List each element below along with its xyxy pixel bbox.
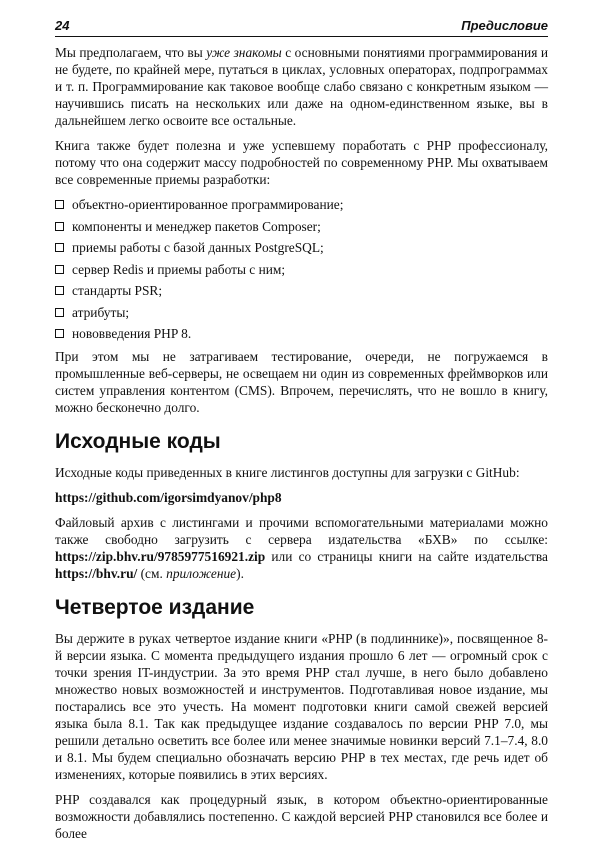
running-header <box>55 16 548 37</box>
checkbox-bullet-icon <box>55 222 64 231</box>
list-item <box>55 282 548 299</box>
checkbox-bullet-icon <box>55 308 64 317</box>
list-item <box>55 218 548 235</box>
checkbox-bullet-icon <box>55 329 64 338</box>
list-item <box>55 304 548 321</box>
source-codes-paragraph-2 <box>55 514 548 582</box>
page-number: 24 <box>55 18 70 33</box>
fourth-edition-paragraph-2: PHP создавался как процедурный язык, в котором объектно-ориентированные возможности добавлялись постепенно. С каждой версией PHP становился все более и более <box>55 792 548 841</box>
checkbox-bullet-icon <box>55 265 64 274</box>
publisher-site-link[interactable]: https://bhv.ru/ <box>55 566 138 581</box>
intro-p1-text-a: Мы предполагаем, что вы <box>55 45 207 60</box>
intro-p1-emphasis: уже знакомы <box>206 45 282 60</box>
list-item-text: нововведения PHP 8. <box>72 326 192 341</box>
fourth-edition-paragraph-1: Вы держите в руках четвертое издание книги «PHP (в подлиннике)», посвященное 8-й версии языка. С момента предыдущего издания прошло 6 лет — огромный срок с точки зрения IT-индустрии. За это время PHP стал лучше, в него было добавлено множество новых возможностей и инструментов. Подготавливая новое издание, мы постарались все это учесть. На момент подготовки книги самой свежей версией языка была 8.1. Так как предыдущее издание создавалось по версии PHP 7.0, мы решили детально осветить все более или менее значимые новинки версий 7.1–7.4, 8.0 и 8.1. Мы будем специально обозначать версию PHP в тех местах, где речь идет об изменениях, которые появились в этих версиях. <box>55 631 548 782</box>
intro-paragraph-3: При этом мы не затрагиваем тестирование, очереди, не погружаемся в промышленные веб-серверы, не освещаем ни один из современных фреймворков или систем управления контентом (CMS). Впрочем, перечислять, что не вошло в книгу, можно бесконечно долго. <box>55 349 548 415</box>
intro-paragraph-2: Книга также будет полезна и уже успевшему поработать с PHP профессионалу, потому что она содержит массу подробностей по современному PHP. Мы охватываем все современные приемы разработки: <box>55 138 548 187</box>
zip-archive-link[interactable]: https://zip.bhv.ru/9785977516921.zip <box>55 549 266 564</box>
list-item-text: компоненты и менеджер пакетов Composer; <box>72 218 321 234</box>
checkbox-bullet-icon <box>55 286 64 295</box>
intro-paragraph-1 <box>55 44 548 129</box>
heading-source-codes: Исходные коды <box>55 430 221 453</box>
intro-p1-text-b: с основными понятиями программирования и не будете, по крайней мере, путаться в циклах, условных операторах, подпрограммах и т. п. Программирование как таковое вообще слабо связано с конкретным языком — научившись писать на нескольких или даже на одном-единственном языке, вы в дальнейшем легко освоите все остальные. <box>55 45 549 128</box>
source-p2-text-c: (см. <box>137 566 167 581</box>
running-section-title: Предисловие <box>461 18 548 33</box>
checkbox-bullet-icon <box>55 243 64 252</box>
page-content <box>55 44 548 850</box>
list-item <box>55 261 548 278</box>
source-p2-text-b: или со страницы книги на сайте издательства <box>265 549 548 564</box>
appendix-reference: приложение <box>166 566 237 581</box>
list-item <box>55 239 548 256</box>
list-item <box>55 196 548 213</box>
list-item <box>55 325 548 342</box>
list-item-text: атрибуты; <box>72 304 130 320</box>
list-item-text: стандарты PSR; <box>72 283 163 298</box>
heading-fourth-edition: Четвертое издание <box>55 596 255 619</box>
source-p2-text-a: Файловый архив с листингами и прочими вспомогательными материалами можно также свободно загрузить с сервера издательства «БХВ» по ссылке: <box>55 515 548 547</box>
source-codes-paragraph-1: Исходные коды приведенных в книге листингов доступны для загрузки с GitHub: <box>55 465 520 480</box>
list-item-text: приемы работы с базой данных PostgreSQL; <box>72 240 324 255</box>
source-p2-text-d: ). <box>236 566 244 581</box>
techniques-list <box>55 196 548 342</box>
list-item-text: объектно-ориентированное программирование; <box>72 197 344 212</box>
github-url[interactable]: https://github.com/igorsimdyanov/php8 <box>55 490 282 505</box>
checkbox-bullet-icon <box>55 200 64 209</box>
list-item-text: сервер Redis и приемы работы с ним; <box>72 261 286 277</box>
